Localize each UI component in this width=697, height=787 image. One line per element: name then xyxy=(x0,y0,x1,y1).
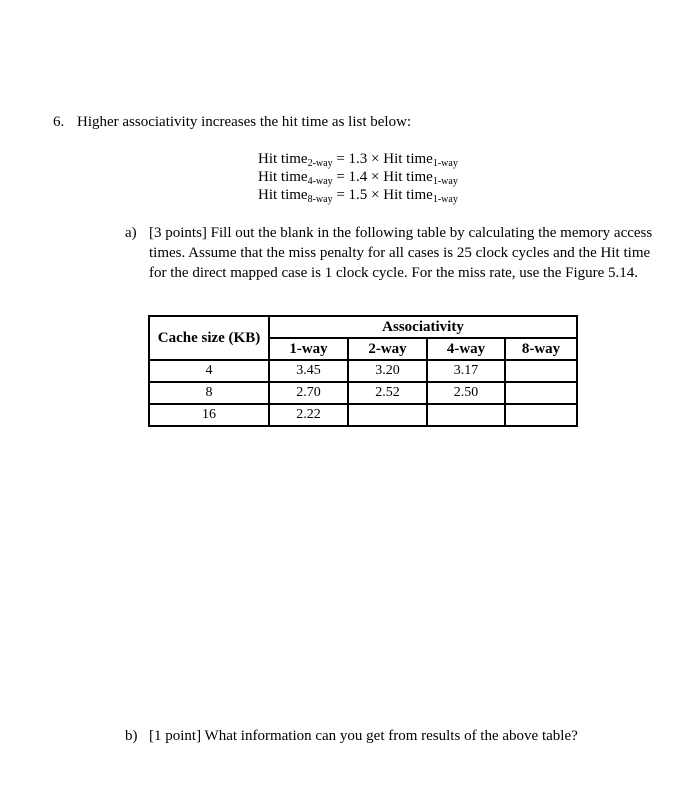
column-header-2way: 2-way xyxy=(348,338,427,360)
column-header-4way: 4-way xyxy=(427,338,505,360)
cache-size-header: Cache size (KB) xyxy=(149,316,269,360)
part-b-text: [1 point] What information can you get from results of the above table? xyxy=(149,728,578,744)
question-number: 6. xyxy=(53,114,65,130)
question-heading xyxy=(53,114,411,131)
cache-size-cell: 8 xyxy=(149,382,269,404)
column-header-1way: 1-way xyxy=(269,338,348,360)
part-b-label: b) xyxy=(125,728,138,744)
value-cell: 3.45 xyxy=(269,360,348,382)
part-b xyxy=(125,728,578,745)
table-row xyxy=(149,404,577,426)
table-row xyxy=(149,360,577,382)
access-time-table xyxy=(148,315,578,427)
blank-cell[interactable] xyxy=(505,382,577,404)
value-cell: 2.52 xyxy=(348,382,427,404)
table-row xyxy=(149,382,577,404)
value-cell: 2.50 xyxy=(427,382,505,404)
blank-cell[interactable] xyxy=(348,404,427,426)
value-cell: 2.70 xyxy=(269,382,348,404)
value-cell: 3.20 xyxy=(348,360,427,382)
column-header-8way: 8-way xyxy=(505,338,577,360)
formula-4way: Hit time$_{4-way}$ = 1.4 × Hit time$_{1-way}$ xyxy=(258,169,458,187)
part-a-line: times. Assume that the miss penalty for all cases is 25 clock cycles and the Hit time xyxy=(149,245,651,261)
part-a-line: [3 points] Fill out the blank in the following table by calculating the memory access xyxy=(149,225,653,241)
formula-2way: Hit time$_{2-way}$ = 1.3 × Hit time$_{1-way}$ xyxy=(258,151,458,169)
associativity-header: Associativity xyxy=(269,316,577,338)
hit-time-formulas xyxy=(258,150,458,204)
part-a-label: a) xyxy=(125,225,137,241)
formula-8way: Hit time$_{8-way}$ = 1.5 × Hit time$_{1-way}$ xyxy=(258,187,458,205)
part-a-line: for the direct mapped case is 1 clock cycle. For the miss rate, use the Figure 5.14. xyxy=(149,265,639,281)
blank-cell[interactable] xyxy=(427,404,505,426)
value-cell: 2.22 xyxy=(269,404,348,426)
question-text: Higher associativity increases the hit time as list below: xyxy=(77,114,412,130)
part-a-text xyxy=(149,223,697,283)
cache-size-cell: 16 xyxy=(149,404,269,426)
blank-cell[interactable] xyxy=(505,360,577,382)
blank-cell[interactable] xyxy=(505,404,577,426)
cache-size-cell: 4 xyxy=(149,360,269,382)
part-a xyxy=(125,223,697,285)
value-cell: 3.17 xyxy=(427,360,505,382)
